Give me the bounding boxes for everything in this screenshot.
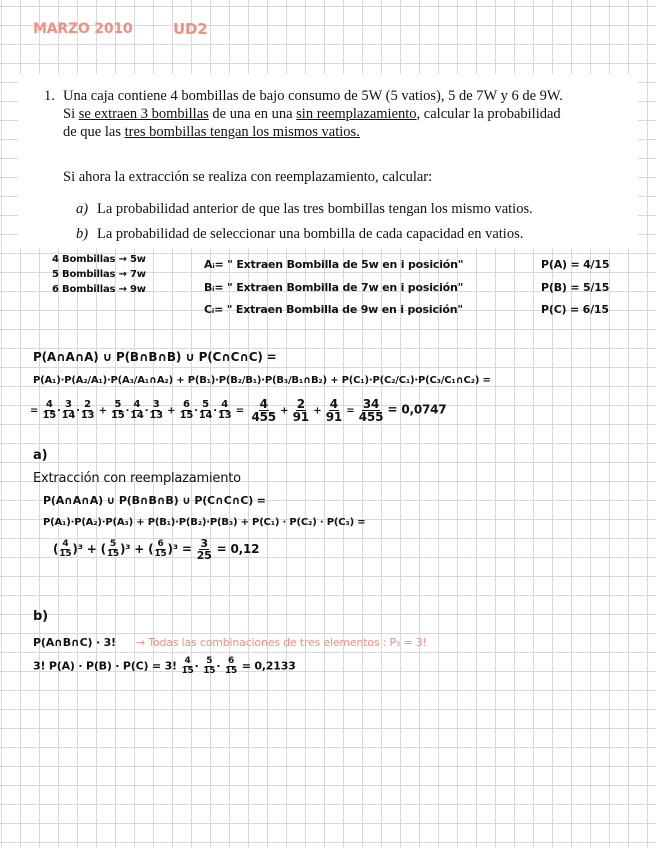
section-b-expression: P(A∩B∩C) · 3! [33,636,116,649]
probability-c: P(C) = 6/15 [541,303,609,316]
text-segment: de que las [63,124,125,140]
event-definition-a: Aᵢ= " Extraen Bombilla de 5w en i posición" [204,258,464,271]
section-b-comment: → Todas las combinaciones de tres elementos : P₃ = 3! [136,636,427,649]
inventory-9w: 6 Bombillas → 9w [52,284,146,295]
section-a-title: Extracción con reemplazamiento [33,471,241,486]
section-a-product: P(A₁)·P(A₂)·P(A₃) + P(B₁)·P(B₂)·P(B₃) + P(C₁) · P(C₂) · P(C₃) = [43,517,366,528]
text-segment: de una en una [208,106,297,122]
section-b-computation: 3! P(A) · P(B) · P(C) = 3! $\frac{4}{15}$ · $\frac{5}{15}$ · $\frac{6}{15}$ = 0,2133 [33,656,296,676]
text-segment: , calcular la probabilidad [416,106,561,122]
underlined-segment: sin reemplazamiento [296,106,417,122]
event-definition-c: Cᵢ= " Extraen Bombilla de 9w en i posición" [204,303,463,316]
subquestion-a-label: a) [76,201,89,217]
problem-line-2 [63,106,561,123]
section-a-computation: ( $\frac{4}{15}$ )³ + ( $\frac{5}{15}$ )³ + ( $\frac{6}{15}$ )³ = $\frac{3}{25}$ = 0,12 [53,537,260,562]
section-a-union: P(A∩A∩A) ∪ P(B∩B∩B) ∪ P(C∩C∩C) = [43,494,266,507]
expanded-expression: P(A₁)·P(A₂/A₁)·P(A₃/A₁∩A₂) + P(B₁)·P(B₂/B₁)·P(B₃/B₁∩B₂) + P(C₁)·P(C₂/C₁)·P(C₃/C₁∩C₂) = [33,375,491,386]
inventory-5w: 4 Bombillas → 5w [52,254,146,265]
problem-line-3 [63,124,360,141]
header-unit: UD2 [173,20,208,38]
problem-line-4: Si ahora la extracción se realiza con reemplazamiento, calcular: [63,169,433,185]
event-definition-b: Bᵢ= " Extraen Bombilla de 7w en i posición" [204,281,464,294]
subquestion-a-text: La probabilidad anterior de que las tres bombillas tengan los mismo vatios. [97,201,533,217]
underlined-segment: tres bombillas tengan los mismos vatios. [124,124,360,140]
problem-line-1: Una caja contiene 4 bombillas de bajo consumo de 5W (5 vatios), 5 de 7W y 6 de 9W. [63,88,563,104]
result-with-replacement: = 0,12 [216,542,260,556]
union-expression: P(A∩A∩A) ∪ P(B∩B∩B) ∪ P(C∩C∩C) = [33,350,277,364]
text-segment: Si [63,106,79,122]
section-b-calc-text: 3! P(A) · P(B) · P(C) = 3! [33,659,177,673]
header-date: MARZO 2010 [33,21,133,37]
subquestion-b-label: b) [76,226,89,242]
fraction-computation: = $\frac{4}{15}$ · $\frac{3}{14}$ · $\frac{2}{13}$ + $\frac{5}{15}$ · $\frac{4}{14}$ · $\frac{3}{13}$ + $\frac{6}{15}$ · $\frac{5}{14}$ · $\frac{4}{13}$ = $\frac{4}{455}$ + $\frac{2}{91}$ + $\frac{4}{91}$ = $\frac{34}{455}$ = 0,0747 [30,397,447,424]
probability-a: P(A) = 4/15 [541,258,610,271]
problem-number: 1. [44,88,55,104]
section-b-heading: b) [33,609,48,624]
section-a-heading: a) [33,448,48,463]
inventory-7w: 5 Bombillas → 7w [52,269,146,280]
underlined-segment: se extraen 3 bombillas [78,106,209,122]
result-without-replacement: = 0,0747 [387,402,447,417]
result-section-b: = 0,2133 [241,659,296,673]
probability-b: P(B) = 5/15 [541,281,610,294]
subquestion-b-text: La probabilidad de seleccionar una bombilla de cada capacidad en vatios. [97,226,524,242]
